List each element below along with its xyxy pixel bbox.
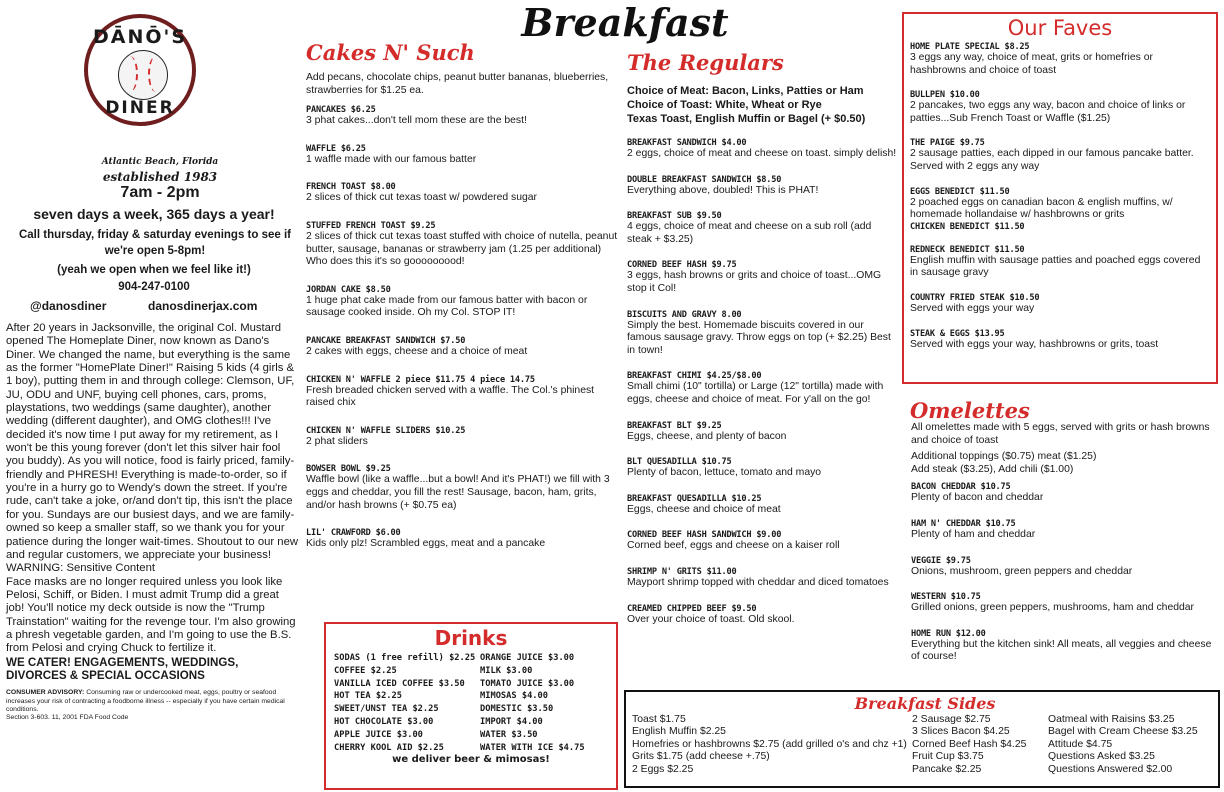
drink-item: APPLE JUICE $3.00 [334, 729, 423, 740]
menu-item-desc: 2 poached eggs on canadian bacon & english muffins, w/ homemade hollandaise w/ hashbrowns or grits [910, 196, 1173, 221]
drink-item: HOT TEA $2.25 [334, 691, 402, 702]
menu-item-name: EGGS BENEDICT $11.50 [910, 186, 1010, 197]
side-item: Attitude $4.75 [1048, 738, 1113, 750]
faves-list [910, 42, 1210, 351]
menu-item-name: BREAKFAST CHIMI $4.25/$8.00 [627, 371, 762, 382]
omelettes-list [911, 482, 1217, 664]
side-item: Toast $1.75 [632, 714, 686, 725]
menu-item-desc: 2 slices of thick cut texas toast stuffed with choice of nutella, peanut butter, sausage, bananas or strawberry jam (1.25 per additional) Who does this it's so gooooooood! [306, 230, 618, 268]
logo-top-text: DĀNŌ'S [92, 26, 188, 48]
menu-item-name: LIL' CRAWFORD $6.00 [306, 528, 401, 539]
menu-item-desc: 4 eggs, choice of meat and cheese on a sub roll (add steak + $3.25) [627, 221, 872, 245]
menu-item-desc: Plenty of bacon, lettuce, tomato and mayo [627, 467, 822, 479]
regulars-list [627, 138, 897, 626]
sides-box [624, 690, 1220, 788]
menu-item-name: JORDAN CAKE $8.50 [306, 284, 391, 295]
drink-item: TOMATO JUICE $3.00 [480, 678, 575, 689]
established: established 1983 [102, 170, 218, 184]
menu-item-name: BREAKFAST BLT $9.25 [627, 420, 722, 431]
menu-item-desc: Plenty of ham and cheddar [911, 528, 1036, 540]
menu-item-desc: Served with eggs your way [910, 302, 1035, 314]
advisory-text: Consuming raw or undercooked meat, eggs, poultry or seafood increases your risk of contracting a foodborne illness -- especially if you have certain medical conditions. [6, 689, 285, 713]
sides-title: Breakfast Sides [854, 694, 996, 713]
menu-item-name: BLT QUESADILLA $10.75 [627, 457, 732, 468]
drink-item: SWEET/UNST TEA $2.25 [334, 704, 439, 715]
menu-item-name: WESTERN $10.75 [911, 592, 981, 603]
menu-item-desc: Simply the best. Homemade biscuits covered in our famous sausage gravy. Throw eggs on top (+ $2.25) Best in town! [627, 319, 891, 356]
menu-item-desc: Onions, mushroom, green peppers and cheddar [911, 565, 1133, 577]
menu-item-desc: 3 eggs any way, choice of meat, grits or homefries or hashbrowns and choice of toast [910, 52, 1153, 76]
drink-item: COFFEE $2.25 [334, 665, 397, 676]
baseball-seam-right [148, 56, 164, 92]
menu-item-name: WAFFLE $6.25 [306, 143, 366, 154]
menu-item-name: REDNECK BENEDICT $11.50 [910, 244, 1025, 255]
menu-item-desc: Everything above, doubled! This is PHAT! [627, 184, 819, 196]
social-handle[interactable]: @danosdiner [30, 299, 107, 313]
cakes-section [306, 72, 618, 567]
side-item: Oatmeal with Raisins $3.25 [1048, 714, 1175, 725]
catering-text: WE CATER! ENGAGEMENTS, WEDDINGS, DIVORCES & SPECIAL OCCASIONS [6, 655, 239, 682]
menu-item-name: DOUBLE BREAKFAST SANDWICH $8.50 [627, 174, 782, 185]
menu-item-name: STUFFED FRENCH TOAST $9.25 [306, 220, 436, 231]
drinks-footer: we deliver beer & mimosas! [392, 754, 550, 766]
menu-item-name: BISCUITS AND GRAVY 8.00 [627, 309, 742, 320]
regulars-section [627, 84, 897, 640]
menu-item-desc: Small chimi (10" tortilla) or Large (12" tortilla) made with eggs, cheese and choice of meat. For y'all on the go! [627, 381, 884, 405]
choice-line: Choice of Meat: Bacon, Links, Patties or Ham [627, 85, 864, 97]
choice-line: Texas Toast, English Muffin or Bagel (+ $0.50) [627, 113, 866, 125]
logo-bottom-text: DINER [105, 98, 175, 118]
side-item: Bagel with Cream Cheese $3.25 [1048, 726, 1198, 738]
menu-item-name: BREAKFAST SUB $9.50 [627, 211, 722, 222]
cakes-intro: Add pecans, chocolate chips, peanut butter bananas, blueberries, strawberries for $1.25 ea. [306, 72, 609, 96]
baseball-seam-left [122, 56, 138, 92]
sides-column-2 [912, 714, 1048, 776]
drinks-grid [326, 652, 616, 754]
choice-line: Choice of Toast: White, Wheat or Rye [627, 99, 822, 111]
menu-item-name: HOME PLATE SPECIAL $8.25 [910, 42, 1030, 52]
evening-hours: Call thursday, friday & saturday evenings to see if we're open 5-8pm! [18, 229, 292, 257]
menu-item-name: CHICKEN N' WAFFLE 2 piece $11.75 4 piece 14.75 [306, 374, 535, 385]
menu-item-desc: 2 pancakes, two eggs any way, bacon and choice of links or patties...Sub French Toast or Waffle ($1.25) [910, 100, 1186, 124]
menu-item-desc: English muffin with sausage patties and poached eggs covered in sausage gravy [910, 254, 1201, 279]
menu-item-desc: 2 sausage patties, each dipped in our famous pancake batter. Served with 2 eggs any way [910, 148, 1194, 172]
menu-item-desc: 2 slices of thick cut texas toast w/ powdered sugar [306, 192, 538, 204]
left-column [6, 14, 300, 155]
drink-item: HOT CHOCOLATE $3.00 [334, 716, 434, 727]
warning-label: WARNING: Sensitive Content [6, 562, 155, 575]
menu-item-name: BOWSER BOWL $9.25 [306, 464, 391, 475]
menu-item-name: COUNTRY FRIED STEAK $10.50 [910, 292, 1040, 303]
hours: 7am - 2pm [120, 184, 200, 201]
menu-item-desc: Corned beef, eggs and cheese on a kaiser roll [627, 540, 840, 552]
side-item: Grits $1.75 (add cheese +.75) [632, 751, 770, 763]
cakes-title: Cakes N' Such [306, 40, 475, 65]
drink-item: CHERRY KOOL AID $2.25 [334, 742, 444, 753]
sides-column-1 [632, 714, 912, 776]
faves-title: Our Faves [1007, 16, 1113, 40]
fda-code: Section 3-603. 11, 2001 FDA Food Code [6, 714, 129, 722]
consumer-advisory [6, 689, 300, 714]
location: Atlantic Beach, Florida [101, 157, 219, 167]
menu-item-name: CHICKEN N' WAFFLE SLIDERS $10.25 [306, 425, 466, 436]
menu-item-desc: Kids only plz! Scrambled eggs, meat and a pancake [306, 538, 546, 550]
menu-item-desc: Fresh breaded chicken served with a waffle. The Col.'s phinest raised chix [306, 384, 595, 409]
menu-item-name: HOME RUN $12.00 [911, 628, 986, 639]
side-item: Fruit Cup $3.75 [912, 751, 984, 763]
side-item: Corned Beef Hash $4.25 [912, 738, 1027, 750]
menu-item-name: STEAK & EGGS $13.95 [910, 328, 1005, 339]
menu-item-name: PANCAKES $6.25 [306, 105, 376, 116]
drink-item: ORANGE JUICE $3.00 [480, 653, 575, 663]
sides-column-3 [1048, 714, 1218, 776]
days-open: seven days a week, 365 days a year! [33, 206, 275, 222]
drink-item: IMPORT $4.00 [480, 716, 543, 727]
drinks-right-column [480, 652, 590, 754]
menu-item-name: FRENCH TOAST $8.00 [306, 182, 396, 193]
regulars-choices [627, 84, 897, 126]
side-item: English Muffin $2.25 [632, 726, 726, 738]
story-text: After 20 years in Jacksonville, the original Col. Mustard opened The Homeplate Diner, now known as Dano's Diner. We changed the name, but everything is the same as the former "HomePlate Diner!" Raising 5 kids (4 girls & 1 boy), putting them in and through college: Clemson, UF, JU, ODU and UNF, buying cell phones, cars, proms, playstations, two weddings (same daughter), another wedding (different daughter), and OMG clothes!!! I've decided it's now time I put away for my retirement, as I won't be this young forever (don't let this silver hair fool you buddy). As you will notice, food is fairly priced, family-friendly and PHRESH! Everything is made-to-order, so if you're in a hurry go to Wendy's down the street. If you're rude, can't take a joke, or/and don't tip, this isn't the place for you. Sundays are our busiest days, and we are family-owned so keep a smaller staff, so we thank you for your patience during the longer wait-times. Shoutout to our new and regular customers, we appreciate your business! [6, 322, 299, 561]
side-item: 2 Eggs $2.25 [632, 763, 694, 775]
omelettes-title: Omelettes [910, 398, 1030, 423]
website[interactable]: danosdinerjax.com [148, 299, 258, 313]
drinks-title: Drinks [434, 626, 508, 650]
menu-item-desc: Plenty of bacon and cheddar [911, 492, 1044, 504]
side-item: Pancake $2.25 [912, 763, 982, 775]
menu-item-desc: 2 phat sliders [306, 435, 368, 447]
menu-item-desc: Served with eggs your way, hashbrowns or grits, toast [910, 338, 1159, 350]
menu-item-desc: 2 eggs, choice of meat and cheese on toast. simply delish! [627, 148, 897, 159]
menu-item-desc: 1 huge phat cake made from our famous batter with bacon or sausage cooked inside. Oh my Col. STOP IT! [306, 294, 588, 319]
drink-item: WATER $3.50 [480, 729, 538, 740]
omelettes-intro: All omelettes made with 5 eggs, served with grits or hash browns and choice of toast [911, 422, 1210, 446]
menu-item-desc: Eggs, cheese and choice of meat [627, 503, 781, 515]
menu-item-name: BACON CHEDDAR $10.75 [911, 482, 1011, 493]
warning-text: Face masks are no longer required unless you look like Pelosi, Schiff, or Biden. I must admit Trump did a great job! You'll notice my deck outside is now the "Trump Trainstation" waiting for the revenge tour. I'm also growing a phresh vegetable garden, and I'm going to use the B.S. from Pelosi and crying Chuck to fertilize it. [6, 575, 296, 655]
menu-item-name: BREAKFAST QUESADILLA $10.25 [627, 493, 762, 504]
menu-item-desc: 3 phat cakes...don't tell mom these are the best! [306, 115, 527, 127]
menu-item-desc: Over your choice of toast. Old skool. [627, 613, 795, 625]
drink-item: MIMOSAS $4.00 [480, 691, 548, 702]
menu-item-desc: 3 eggs, hash browns or grits and choice of toast...OMG stop it Col! [627, 270, 882, 294]
menu-item-name: BULLPEN $10.00 [910, 90, 980, 101]
faves-box [902, 12, 1218, 384]
side-item: Homefries or hashbrowns $2.75 (add grilled o's and chz +1) [632, 738, 907, 750]
regulars-title: The Regulars [627, 50, 784, 75]
drinks-box [324, 622, 618, 790]
menu-item-name: CHICKEN BENEDICT $11.50 [910, 221, 1025, 232]
menu-item-name: PANCAKE BREAKFAST SANDWICH $7.50 [306, 335, 466, 346]
drink-item: MILK $3.00 [480, 665, 533, 676]
menu-item-desc: Everything but the kitchen sink! All meats, all veggies and cheese of course! [911, 638, 1212, 663]
side-item: 3 Slices Bacon $4.25 [912, 726, 1010, 738]
story-block [6, 322, 300, 722]
menu-item-name: CORNED BEEF HASH $9.75 [627, 260, 737, 271]
drink-item: SODAS (1 free refill) $2.25 [334, 653, 476, 663]
menu-item-name: CREAMED CHIPPED BEEF $9.50 [627, 603, 757, 614]
menu-item-desc: 1 waffle made with our famous batter [306, 153, 477, 165]
page-title: Breakfast [521, 0, 729, 45]
diner-logo [84, 14, 196, 126]
menu-item-name: SHRIMP N' GRITS $11.00 [627, 566, 737, 577]
open-feel: (yeah we open when we feel like it!) [57, 264, 251, 276]
menu-item-name: CORNED BEEF HASH SANDWICH $9.00 [627, 530, 782, 541]
drink-item: DOMESTIC $3.50 [480, 704, 554, 715]
omelettes-toppings: Additional toppings ($0.75) meat ($1.25) [911, 451, 1097, 463]
menu-item-name: HAM N' CHEDDAR $10.75 [911, 518, 1016, 529]
cakes-list [306, 105, 618, 551]
menu-item-name: VEGGIE $9.75 [911, 555, 971, 566]
side-item: 2 Sausage $2.75 [912, 714, 991, 725]
menu-item-desc: Waffle bowl (like a waffle...but a bowl! And it's PHAT!) we fill with 3 eggs and cheddar, you fill the rest! Sausage, bacon, ham, grits, and/or hash browns (+ $0.75 ea) [306, 474, 610, 511]
drink-item: VANILLA ICED COFFEE $3.50 [334, 678, 465, 689]
menu-item-name: THE PAIGE $9.75 [910, 138, 985, 149]
menu-item-name: BREAKFAST SANDWICH $4.00 [627, 138, 747, 148]
menu-item-desc: Eggs, cheese, and plenty of bacon [627, 430, 787, 442]
drinks-left-column [334, 652, 480, 754]
omelettes-section [911, 422, 1217, 678]
drink-item: WATER WITH ICE $4.75 [480, 742, 585, 753]
sides-grid [632, 714, 1218, 776]
phone-number[interactable]: 904-247-0100 [118, 281, 190, 293]
side-item: Questions Answered $2.00 [1048, 763, 1173, 775]
menu-item-desc: Mayport shrimp topped with cheddar and diced tomatoes [627, 576, 889, 588]
menu-item-desc: 2 cakes with eggs, cheese and a choice of meat [306, 345, 528, 357]
menu-item-desc: Grilled onions, green peppers, mushrooms, ham and cheddar [911, 602, 1195, 614]
advisory-label: CONSUMER ADVISORY: [6, 689, 85, 697]
side-item: Questions Asked $3.25 [1048, 751, 1155, 763]
omelettes-toppings-2: Add steak ($3.25), Add chili ($1.00) [911, 463, 1074, 475]
